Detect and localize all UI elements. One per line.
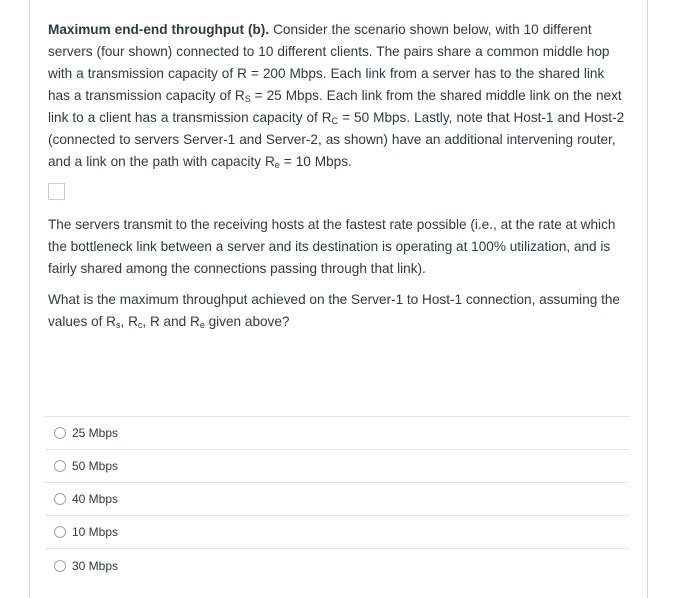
answer-option[interactable] [45,450,629,483]
answer-option[interactable] [45,549,629,582]
answer-option[interactable] [45,516,629,549]
para3-text-b: , R [120,314,138,329]
intro-text-2: = 25 Mbps. Each link from the shared middle link on the next link to a client has a transmission capacity of R [48,88,622,125]
para3-subscript-e: e [199,320,205,330]
para3-subscript-c: c [137,320,143,330]
answer-label: 40 Mbps [72,492,119,506]
radio-button[interactable] [54,526,66,538]
question-paragraph-2: The servers transmit to the receiving hosts at the fastest rate possible (i.e., at the rate at which the bottleneck link between a server and its destination is operating at 100% utilization, and is fairly shared among the connections passing through that link). [48,217,616,276]
para3-subscript-s: s [116,320,121,330]
radio-button[interactable] [54,427,66,439]
subscript-e: e [274,160,280,170]
radio-button[interactable] [54,493,66,505]
para3-text-d: given above? [204,314,290,329]
answer-label: 10 Mbps [72,525,119,539]
subscript-s: S [244,94,251,104]
intro-text-1: Consider the scenario shown below, with 10 different servers (four shown) connected to 10 different clients. The pairs share a common middle hop with a transmission capacity of R = 200 Mbps. Each link from a server has to the shared link has a transmission capacity of R [48,22,610,103]
intro-text-4: = 10 Mbps. [279,154,352,169]
para3-text-c: , R and R [142,314,200,329]
question-paragraph-3 [48,289,630,333]
radio-button[interactable] [54,460,66,472]
answer-option[interactable] [45,417,629,450]
answer-list [45,416,629,582]
answer-label: 30 Mbps [72,558,119,573]
broken-image-placeholder [48,183,65,200]
subscript-c: C [331,116,339,126]
para3-text-a: What is the maximum throughput achieved on the Server-1 to Host-1 connection, assuming the values of R [48,292,620,329]
answer-label: 25 Mbps [72,426,119,440]
answer-option[interactable] [45,483,629,516]
question-title: Maximum end-end throughput (b). [48,22,270,37]
radio-button[interactable] [54,560,66,572]
intro-text-3: = 50 Mbps. Lastly, note that Host-1 and Host-2 (connected to servers Server-1 and Server-2, as shown) have an additional intervening router, and a link on the path with capacity R [48,110,625,169]
answer-label: 50 Mbps [72,459,119,473]
question-text [48,19,630,173]
question-paragraph-1 [48,19,630,173]
